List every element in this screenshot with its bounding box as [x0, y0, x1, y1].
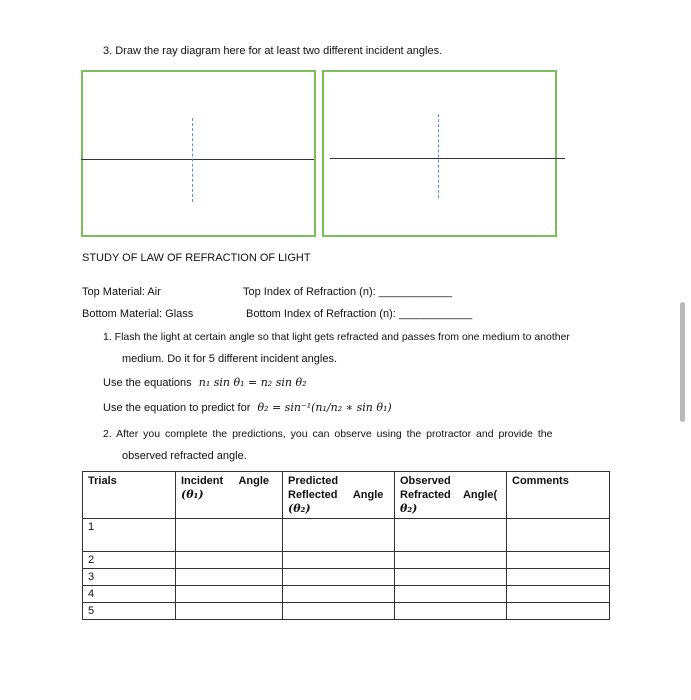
snell-law-equation: n₁ sin θ₁ = n₂ sin θ₂ — [198, 376, 307, 389]
observed-angle-cell[interactable] — [395, 552, 507, 569]
incident-angle-cell[interactable] — [176, 552, 283, 569]
ray-diagram-box-left[interactable] — [81, 70, 316, 237]
ray-diagram-box-right[interactable] — [322, 70, 557, 237]
incident-angle-cell[interactable] — [176, 519, 283, 552]
incident-angle-cell[interactable] — [176, 603, 283, 620]
equation-2-prefix: Use the equation to predict for — [103, 402, 251, 414]
step-1-line-1: 1. Flash the light at certain angle so that light gets refracted and passes from one medium to another — [103, 331, 570, 343]
header-incident-angle: Incident Angle (θ₁) — [176, 472, 283, 519]
comments-cell[interactable] — [507, 603, 610, 620]
step-2-line-2: observed refracted angle. — [122, 450, 247, 462]
step-2-line-1: 2. After you complete the predictions, you can observe using the protractor and provide the — [103, 428, 553, 440]
table-row — [83, 586, 610, 603]
header-comments: Comments — [507, 472, 610, 519]
vertical-scrollbar[interactable] — [680, 302, 685, 422]
trial-number: 5 — [83, 603, 176, 620]
interface-line-right — [330, 158, 565, 159]
step-1-line-2: medium. Do it for 5 different incident angles. — [122, 353, 338, 365]
table-header-row — [83, 472, 610, 519]
comments-cell[interactable] — [507, 586, 610, 603]
header-observed-angle: Observed Refracted Angle( θ₂) — [395, 472, 507, 519]
observed-angle-cell[interactable] — [395, 569, 507, 586]
section-title: STUDY OF LAW OF REFRACTION OF LIGHT — [82, 252, 311, 264]
predicted-angle-cell[interactable] — [283, 569, 395, 586]
question-3-text: 3. Draw the ray diagram here for at least two different incident angles. — [103, 45, 443, 57]
predicted-angle-cell[interactable] — [283, 586, 395, 603]
bottom-material: Bottom Material: Glass — [82, 308, 194, 320]
bottom-index-field[interactable]: Bottom Index of Refraction (n): ____________ — [246, 308, 473, 320]
comments-cell[interactable] — [507, 569, 610, 586]
header-predicted-angle: Predicted Reflected Angle (θ₂) — [283, 472, 395, 519]
prediction-equation: θ₂ = sin⁻¹(n₁/n₂ ∗ sin θ₁) — [257, 401, 392, 414]
trial-number: 4 — [83, 586, 176, 603]
predicted-angle-cell[interactable] — [283, 519, 395, 552]
table-row — [83, 569, 610, 586]
comments-cell[interactable] — [507, 519, 610, 552]
observed-angle-cell[interactable] — [395, 603, 507, 620]
table-row — [83, 552, 610, 569]
normal-line-left — [192, 118, 193, 202]
incident-angle-cell[interactable] — [176, 586, 283, 603]
equation-1-row — [103, 376, 306, 389]
top-material: Top Material: Air — [82, 286, 161, 298]
incident-angle-cell[interactable] — [176, 569, 283, 586]
interface-line-left — [81, 159, 314, 160]
trial-number: 2 — [83, 552, 176, 569]
header-trials: Trials — [83, 472, 176, 519]
observed-angle-cell[interactable] — [395, 586, 507, 603]
trial-number: 3 — [83, 569, 176, 586]
table-row — [83, 519, 610, 552]
trial-number: 1 — [83, 519, 176, 552]
normal-line-right — [438, 114, 439, 198]
predicted-angle-cell[interactable] — [283, 603, 395, 620]
top-index-field[interactable]: Top Index of Refraction (n): ____________ — [243, 286, 453, 298]
trials-table — [82, 471, 610, 620]
comments-cell[interactable] — [507, 552, 610, 569]
predicted-angle-cell[interactable] — [283, 552, 395, 569]
observed-angle-cell[interactable] — [395, 519, 507, 552]
table-row — [83, 603, 610, 620]
equation-2-row — [103, 401, 392, 414]
equation-1-prefix: Use the equations — [103, 377, 192, 389]
